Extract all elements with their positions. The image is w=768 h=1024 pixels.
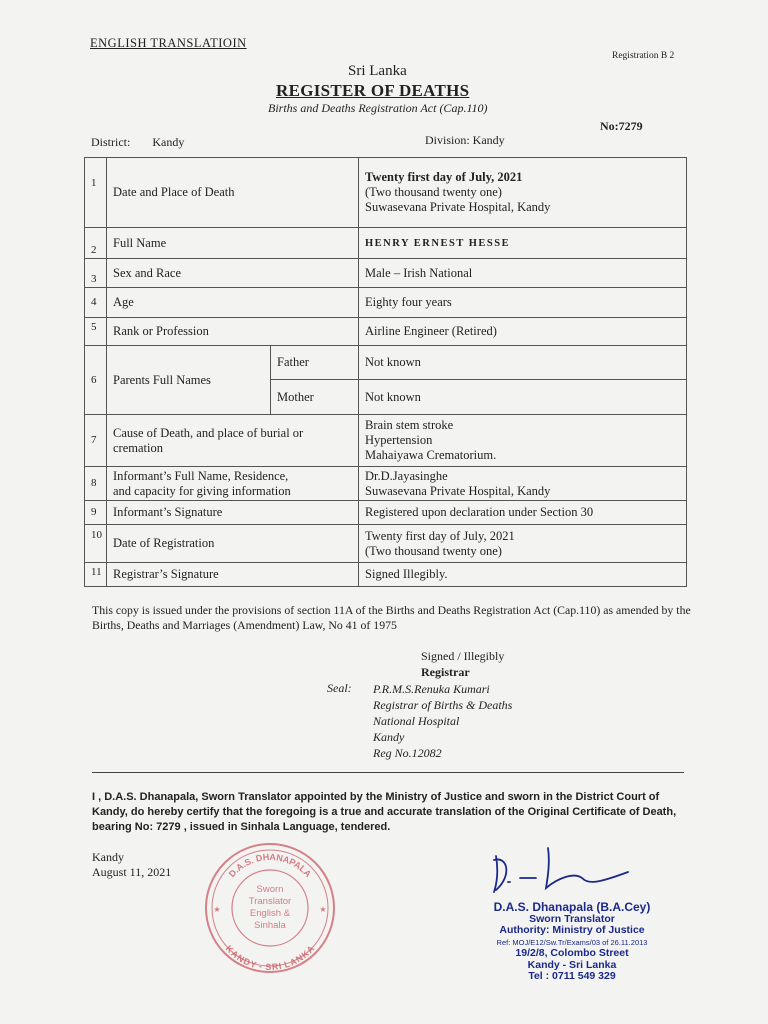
informant-address: Suwasevana Private Hospital, Kandy (365, 483, 551, 498)
divider-line (92, 772, 684, 773)
translator-name: D.A.S. Dhanapala (B.A.Cey) (493, 900, 651, 914)
informant-label-line2: and capacity for giving information (113, 483, 291, 498)
informant-name: Dr.D.Jayasinghe (365, 468, 448, 483)
stamp-line3: English & (249, 908, 291, 919)
row-label: Parents Full Names (107, 346, 271, 415)
table-row (85, 318, 687, 346)
country-name: Sri Lanka (348, 63, 407, 79)
row-number: 7 (85, 415, 107, 467)
row-value (359, 158, 687, 228)
registration-date-value (359, 525, 687, 563)
registrar-reg-no: Reg No.12082 (373, 746, 442, 760)
mother-value: Not known (359, 380, 687, 415)
row-number: 10 (85, 525, 107, 563)
stamp-line1: Sworn (256, 884, 284, 895)
stamp-line4: Sinhala (254, 920, 286, 931)
translator-authority: Authority: Ministry of Justice (499, 924, 645, 936)
stamp-top-arc: D.A.S. DHANAPALA (226, 851, 314, 880)
registration-date-words: (Two thousand twenty one) (365, 543, 502, 558)
translator-certification: I , D.A.S. Dhanapala, Sworn Translator appointed by the Ministry of Justice and sworn in the District Court of Kandy, do hereby certify that the foregoing is a true and accurate translation of the Original Certificate of Death, bearing No: 7279 , issued in Sinhala Language, tendered. (92, 791, 677, 833)
informant-label-line1: Informant’s Full Name, Residence, (113, 468, 289, 483)
death-register-table (84, 157, 687, 587)
row-number: 6 (85, 346, 107, 415)
provision-paragraph: This copy is issued under the provisions of section 11A of the Births and Deaths Registration Act (Cap.110) as amended by the Births, Deaths and Marriages (Amendment) Law, No 41 of 1975 (92, 603, 691, 632)
row-label: Informant’s Signature (107, 501, 359, 525)
form-code: Registration B 2 (612, 51, 675, 61)
sex-race-value: Male – Irish National (359, 259, 687, 288)
district-line (91, 135, 184, 150)
place-date (92, 850, 171, 880)
document-title: REGISTER OF DEATHS (276, 81, 470, 100)
table-row (85, 158, 687, 228)
translator-title: Sworn Translator (529, 912, 615, 925)
translator-phone: Tel : 0711 549 329 (528, 970, 616, 982)
row-number: 4 (85, 288, 107, 318)
table-row (85, 259, 687, 288)
cause-label-line2: cremation (113, 440, 163, 455)
death-place: Suwasevana Private Hospital, Kandy (365, 200, 551, 214)
informant-signature-value: Registered upon declaration under Section 30 (359, 501, 687, 525)
table-row (85, 415, 687, 467)
row-label: Date and Place of Death (107, 158, 359, 228)
svg-text:★: ★ (213, 905, 221, 914)
translator-rubber-stamp (472, 902, 672, 983)
row-label (107, 467, 359, 501)
registrar-office: National Hospital (373, 714, 460, 728)
seal-label: Seal: (327, 681, 352, 695)
profession-value: Airline Engineer (Retired) (359, 318, 687, 346)
table-row (85, 525, 687, 563)
row-number: 3 (85, 259, 107, 288)
cause-label-line1: Cause of Death, and place of burial or (113, 425, 304, 440)
table-row (85, 467, 687, 501)
row-label: Date of Registration (107, 525, 359, 563)
translator-address1: 19/2/8, Colombo Street (515, 947, 629, 959)
row-label: Sex and Race (107, 259, 359, 288)
translator-reference: Ref: MOJ/E12/Sw.Tr/Exams/03 of 26.11.2013 (496, 937, 648, 947)
row-label: Full Name (107, 228, 359, 259)
row-label: Rank or Profession (107, 318, 359, 346)
act-reference: Births and Deaths Registration Act (Cap.110) (268, 101, 488, 115)
registrar-details (373, 681, 512, 761)
cause-line2: Hypertension (365, 433, 433, 447)
stamp-bottom-arc: KANDY - SRI LANKA (223, 943, 317, 973)
division-line: Division: Kandy (425, 133, 505, 147)
cause-value (359, 415, 687, 467)
registrar-heading: Registrar (421, 665, 470, 679)
death-date: Twenty first day of July, 2021 (365, 170, 523, 184)
signed-illegibly: Signed / Illegibly (421, 649, 505, 663)
stamp-line2: Translator (248, 896, 292, 907)
registrar-name: P.R.M.S.Renuka Kumari (373, 682, 490, 696)
row-number: 2 (85, 228, 107, 259)
registrar-town: Kandy (373, 730, 405, 744)
registrar-role: Registrar of Births & Deaths (373, 698, 513, 712)
row-number: 5 (85, 318, 107, 346)
row-number: 8 (85, 467, 107, 501)
table-row (85, 288, 687, 318)
svg-text:★: ★ (319, 905, 327, 914)
informant-value (359, 467, 687, 501)
translator-seal-stamp (200, 838, 340, 978)
death-date-words: (Two thousand twenty one) (365, 185, 502, 199)
row-label: Registrar’s Signature (107, 563, 359, 587)
translator-address2: Kandy - Sri Lanka (527, 958, 617, 971)
row-number: 11 (85, 563, 107, 587)
district-label: District: (91, 135, 131, 149)
district-value: Kandy (152, 135, 185, 149)
register-number: No:7279 (600, 119, 643, 133)
translation-date: August 11, 2021 (92, 865, 172, 879)
mother-label: Mother (271, 380, 359, 415)
english-translation-heading: ENGLISH TRANSLATIOIN (90, 36, 247, 50)
row-label (107, 415, 359, 467)
registration-date: Twenty first day of July, 2021 (365, 528, 515, 543)
registrar-signature-value: Signed Illegibly. (359, 563, 687, 587)
row-number: 9 (85, 501, 107, 525)
place: Kandy (92, 850, 124, 864)
cause-line1: Brain stem stroke (365, 418, 454, 432)
cause-line3: Mahaiyawa Crematorium. (365, 448, 497, 462)
row-number: 1 (85, 158, 107, 228)
row-label: Age (107, 288, 359, 318)
father-value: Not known (359, 346, 687, 380)
age-value: Eighty four years (359, 288, 687, 318)
full-name-value: HENRY ERNEST HESSE (359, 228, 687, 259)
translator-signature (478, 842, 648, 902)
table-row (85, 346, 687, 380)
table-row (85, 228, 687, 259)
table-row (85, 501, 687, 525)
father-label: Father (271, 346, 359, 380)
table-row (85, 563, 687, 587)
